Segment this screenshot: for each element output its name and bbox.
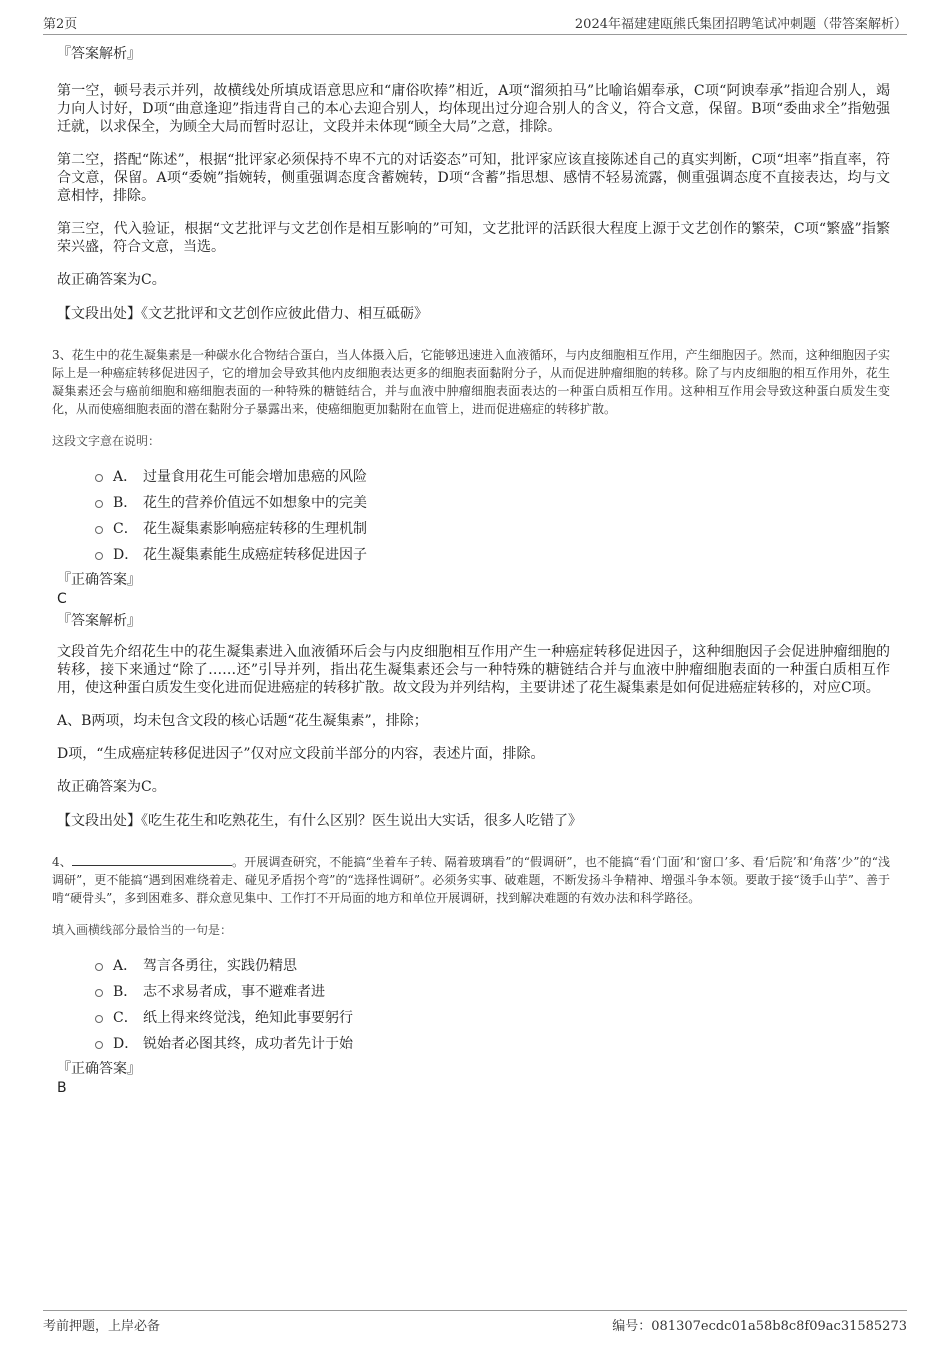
option-a[interactable]	[95, 952, 890, 978]
option-text: 花生凝集素能生成癌症转移促进因子	[143, 547, 367, 563]
question-stem	[52, 853, 890, 907]
passage-source: 【文段出处】《文艺批评和文艺创作应彼此借力、相互砥砺》	[57, 306, 428, 322]
option-letter: A．	[113, 469, 138, 485]
option-letter: C．	[113, 1010, 138, 1026]
radio-icon[interactable]	[95, 526, 103, 534]
main-content	[52, 44, 891, 1100]
analysis-paragraph: 文段首先介绍花生中的花生凝集素进入血液循环后会与内皮细胞相互作用产生一种癌症转移促进因子，这种细胞因子会促进肿瘤细胞的转移，接下来通过“除了……还”引导并列，指出花生凝集素还会与一种特殊的糖链结合并与血液中肿瘤细胞表面的一种蛋白质相互作用，使这种蛋白质发生变化进而促进癌症的转移扩散。故文段为并列结构，主要讲述了花生凝集素是如何促进癌症转移的，对应C项。	[57, 644, 890, 696]
analysis-paragraph: 第三空，代入验证，根据“文艺批评与文艺创作是相互影响的”可知，文艺批评的活跃很大程度上源于文艺创作的繁荣，C项“繁盛”指繁荣兴盛，符合文意，当选。	[57, 221, 890, 255]
radio-icon[interactable]	[95, 1041, 103, 1049]
option-c[interactable]	[95, 1004, 890, 1030]
option-text: 花生的营养价值远不如想象中的完美	[143, 495, 367, 511]
question-text: 。开展调查研究，不能搞“坐着车子转、隔着玻璃看”的“假调研”，也不能搞“看‘门面’和‘窗口’多、看‘后院’和‘角落’少”的“浅调研”，更不能搞“遇到困难绕着走、碰见矛盾拐个弯”的“选择性调研”。必须务实事、破难题，不断发扬斗争精神、增强斗争本领。要敢于接“烫手山芋”、善于啃“硬骨头”，多到困难多、群众意见集中、工作打不开局面的地方和单位开展调研，找到解决难题的有效办法和科学路径。	[52, 855, 891, 905]
passage-source: 【文段出处】《吃生花生和吃熟花生，有什么区别？医生说出大实话，很多人吃错了》	[57, 813, 582, 829]
option-b[interactable]	[95, 489, 890, 515]
page-footer	[43, 1310, 907, 1335]
question-prompt: 填入画横线部分最恰当的一句是：	[52, 923, 233, 937]
option-text: 过量食用花生可能会增加患癌的风险	[143, 469, 367, 485]
option-text: 锐始者必图其终，成功者先计于始	[143, 1036, 353, 1052]
option-d[interactable]	[95, 541, 890, 567]
radio-icon[interactable]	[95, 474, 103, 482]
option-list	[95, 463, 890, 567]
option-letter: A．	[113, 958, 138, 974]
document-title: 2024年福建建瓯熊氏集团招聘笔试冲刺题（带答案解析）	[574, 17, 907, 32]
option-text: 花生凝集素影响癌症转移的生理机制	[143, 521, 367, 537]
option-text: 志不求易者成，事不避难者进	[143, 984, 325, 1000]
question-stem: 3、花生中的花生凝集素是一种碳水化合物结合蛋白，当人体摄入后，它能够迅速进入血液循环，与内皮细胞相互作用，产生细胞因子。然而，这种细胞因子实际上是一种癌症转移促进因子，它的增加会导致其他内皮细胞表达更多的细胞表面黏附分子，从而促进肿瘤细胞的转移。除了与内皮细胞的相互作用外，花生凝集素还会与癌前细胞和癌细胞表面的一种特殊的糖链结合，并与血液中肿瘤细胞表面表达的一种蛋白质相互作用。这种相互作用会导致这种蛋白质发生变化，从而使癌细胞表面的潜在黏附分子暴露出来，使癌细胞更加黏附在血管上，进而促进癌症的转移扩散。	[52, 348, 890, 416]
radio-icon[interactable]	[95, 1015, 103, 1023]
page-header	[43, 10, 907, 35]
correct-answer-label: 『正确答案』	[57, 1061, 141, 1077]
radio-icon[interactable]	[95, 500, 103, 508]
correct-answer: B	[57, 1080, 67, 1096]
analysis-conclusion: 故正确答案为C。	[57, 779, 166, 795]
option-text: 纸上得来终觉浅，绝知此事要躬行	[143, 1010, 353, 1026]
footer-slogan: 考前押题，上岸必备	[43, 1319, 161, 1334]
fill-blank	[72, 853, 232, 866]
option-text: 驾言各勇往，实践仍精思	[143, 958, 297, 974]
option-b[interactable]	[95, 978, 890, 1004]
option-a[interactable]	[95, 463, 890, 489]
analysis-label: 『答案解析』	[57, 46, 141, 62]
analysis-paragraph: D项，“生成癌症转移促进因子”仅对应文段前半部分的内容，表述片面，排除。	[57, 746, 545, 762]
option-letter: D．	[113, 547, 139, 563]
option-list	[95, 952, 890, 1056]
analysis-conclusion: 故正确答案为C。	[57, 272, 166, 288]
option-c[interactable]	[95, 515, 890, 541]
option-letter: D．	[113, 1036, 139, 1052]
question-number: 4、	[52, 855, 72, 869]
option-letter: B．	[113, 495, 138, 511]
option-letter: C．	[113, 521, 138, 537]
correct-answer-label: 『正确答案』	[57, 572, 141, 588]
analysis-paragraph: 第一空，顿号表示并列，故横线处所填成语意思应和“庸俗吹捧”相近，A项“溜须拍马”比喻谄媚奉承，C项“阿谀奉承”指迎合别人，竭力向人讨好，D项“曲意逢迎”指违背自己的本心去迎合别人，均体现出过分迎合别人的含义，符合文意，保留。B项“委曲求全”指勉强迁就，以求保全，为顾全大局而暂时忍让，文段并未体现“顾全大局”之意，排除。	[57, 83, 890, 135]
radio-icon[interactable]	[95, 552, 103, 560]
option-letter: B．	[113, 984, 138, 1000]
analysis-label: 『答案解析』	[57, 613, 141, 629]
question-prompt: 这段文字意在说明：	[52, 434, 161, 448]
correct-answer: C	[57, 591, 67, 607]
radio-icon[interactable]	[95, 963, 103, 971]
page-number: 第2页	[43, 17, 78, 32]
document-id: 编号：081307ecdc01a58b8c8f09ac31585273	[612, 1319, 907, 1334]
analysis-paragraph: A、B两项，均未包含文段的核心话题“花生凝集素”，排除；	[57, 713, 428, 729]
analysis-paragraph: 第二空，搭配“陈述”，根据“批评家必须保持不卑不亢的对话姿态”可知，批评家应该直接陈述自己的真实判断，C项“坦率”指直率，符合文意，保留。A项“委婉”指婉转，侧重强调态度含蓄婉转，D项“含蓄”指思想、感情不轻易流露，侧重强调态度不直接表达，均与文意相悖，排除。	[57, 152, 890, 204]
radio-icon[interactable]	[95, 989, 103, 997]
option-d[interactable]	[95, 1030, 890, 1056]
